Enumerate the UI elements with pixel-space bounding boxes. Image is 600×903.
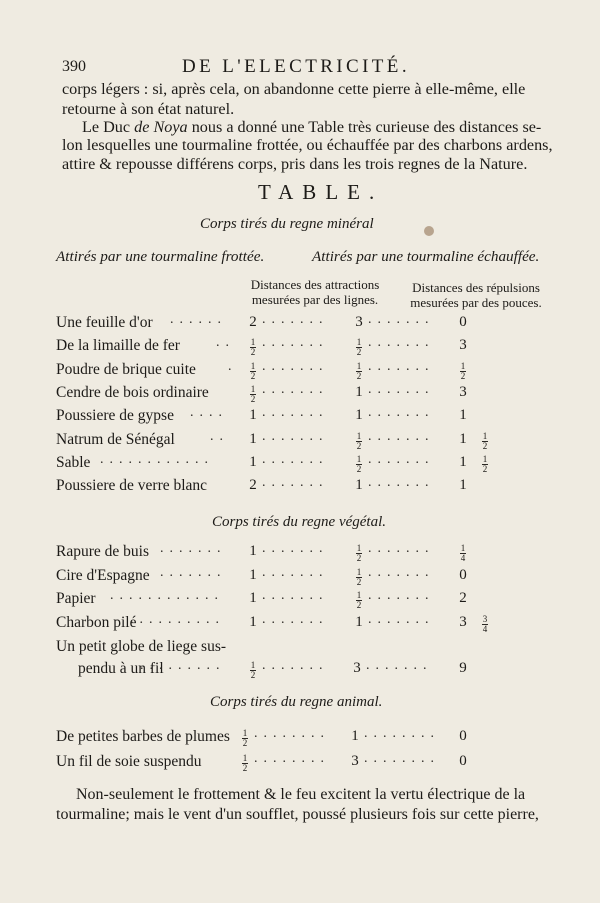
attraction-value: 1 2 <box>242 753 248 773</box>
attraction-value: 1 2 <box>250 337 256 358</box>
leader-dots: ....... <box>262 312 329 327</box>
row-label: Poussiere de verre blanc <box>56 477 208 495</box>
leader-dots: .. <box>210 428 229 444</box>
attraction-value-heated: 1 <box>355 477 363 494</box>
leader-dots: ............ <box>100 451 214 467</box>
ink-stain <box>424 226 434 236</box>
page-number: 390 <box>62 58 86 75</box>
leader-dots: ....... <box>368 358 435 374</box>
leader-dots: ....... <box>368 588 435 603</box>
leader-dots: ....... <box>262 658 329 673</box>
section-heading-animal: Corps tirés du regne animal. <box>210 694 383 710</box>
attraction-value: 1 <box>249 430 257 447</box>
repulsion-value: 3 <box>459 383 467 400</box>
leader-dots: ....... <box>368 541 435 556</box>
table-title: TABLE. <box>258 180 384 204</box>
repulsion-value: 9 <box>459 660 467 676</box>
text-line: tourmaline; mais le vent d'un soufflet, poussé plusieurs fois sur cette pierre, <box>56 806 539 823</box>
repulsion-value: 1 <box>459 430 467 447</box>
leader-dots: ....... <box>368 405 435 421</box>
leader-dots: . <box>228 358 238 374</box>
leader-dots: ....... <box>160 541 227 556</box>
repulsion-fraction: 1 2 <box>482 430 488 451</box>
attraction-value: 1 <box>249 613 257 630</box>
section-heading-vegetal: Corps tirés du regne végétal. <box>212 514 387 530</box>
repulsion-value: 1 <box>459 453 467 470</box>
attraction-value: 2 <box>249 477 257 494</box>
text-line: attire & repousse différens corps, pris dans les trois regnes de la Nature. <box>62 155 528 173</box>
attraction-value-heated: 1 2 <box>356 590 362 610</box>
text-line: Le Duc de Noya nous a donné une Table très curieuse des distances se- <box>82 118 542 136</box>
attraction-value: 1 <box>249 566 257 583</box>
row-label: Natrum de Sénégal <box>56 430 175 448</box>
attraction-value-heated: 1 2 <box>356 566 362 587</box>
leader-dots: ....... <box>262 405 329 421</box>
row-label: De la limaille de fer <box>56 337 180 355</box>
attraction-value: 1 2 <box>242 728 248 748</box>
column-b-heading: Attirés par une tourmaline échauffée. <box>312 248 540 265</box>
text-line: retourne à son état naturel. <box>62 100 235 118</box>
attraction-value-heated: 1 <box>351 728 359 744</box>
row-label: De petites barbes de plumes <box>56 728 230 745</box>
leader-dots: ....... <box>368 312 435 327</box>
attraction-value: 1 <box>249 453 257 470</box>
repulsion-value: 3 <box>459 613 467 630</box>
leader-dots: ....... <box>366 658 433 673</box>
leader-dots: ....... <box>262 611 329 627</box>
attraction-value: 1 <box>249 590 257 606</box>
row-label: Poussiere de gypse <box>56 407 174 425</box>
repulsion-value: 1 4 <box>460 543 466 563</box>
row-label: Une feuille d'or <box>56 314 153 331</box>
leader-dots: ....... <box>262 335 329 351</box>
leader-dots: ........ <box>364 751 440 766</box>
leader-dots: ....... <box>262 541 329 556</box>
leader-dots: ....... <box>262 588 329 603</box>
leader-dots: ............ <box>110 588 224 603</box>
leader-dots: ....... <box>262 475 329 491</box>
text-line: Non-seulement le frottement & le feu excitent la vertu électrique de la <box>76 786 526 803</box>
attraction-value-heated: 1 2 <box>356 543 362 563</box>
attraction-value-heated: 1 <box>355 613 363 630</box>
leader-dots: ...... <box>170 312 227 327</box>
attraction-value: 1 2 <box>250 660 256 680</box>
leader-dots: ....... <box>368 428 435 444</box>
repulsion-fraction: 3 4 <box>482 613 488 634</box>
row-label: Un fil de soie suspendu <box>56 753 202 770</box>
attraction-value-heated: 3 <box>351 753 359 769</box>
attraction-value-heated: 1 2 <box>356 360 362 381</box>
running-title: DE L'ELECTRICITÉ. <box>182 56 410 77</box>
leader-dots: .. <box>216 335 235 351</box>
text-line: lon lesquelles une tourmaline frottée, ou échauffée par des charbons ardens, <box>62 136 553 154</box>
attraction-value-heated: 1 <box>355 383 363 400</box>
attraction-value: 2 <box>249 314 257 330</box>
leader-dots: .......... <box>130 611 225 627</box>
leader-dots: ....... <box>368 475 435 491</box>
row-label: Poudre de brique cuite <box>56 360 196 378</box>
column-a-heading: Attirés par une tourmaline frottée. <box>56 248 265 265</box>
attraction-value-heated: 3 <box>355 314 363 330</box>
repulsion-fraction: 1 2 <box>482 453 488 474</box>
leader-dots: ....... <box>160 564 227 580</box>
row-label: Papier <box>56 590 96 607</box>
repulsion-value: 0 <box>459 566 467 583</box>
leader-dots: ....... <box>368 611 435 627</box>
attraction-header: Distances des attractions mesurées par des lignes. <box>250 277 380 307</box>
repulsion-value: 0 <box>459 728 467 744</box>
row-label: Charbon pilé <box>56 613 137 631</box>
attraction-value-heated: 3 <box>353 660 361 676</box>
leader-dots: ....... <box>262 451 329 467</box>
repulsion-value: 3 <box>459 337 467 354</box>
attraction-value: 1 2 <box>250 383 256 404</box>
repulsion-header: Distances des répulsions mesurées par des pouces. <box>410 280 542 310</box>
section-heading-mineral: Corps tirés du regne minéral <box>200 216 374 232</box>
leader-dots: ........ <box>254 751 330 766</box>
leader-dots: ....... <box>368 381 435 397</box>
row-label: Sable <box>56 453 91 471</box>
attraction-value-heated: 1 <box>355 407 363 424</box>
attraction-value-heated: 1 2 <box>356 337 362 358</box>
text-line: corps légers : si, après cela, on abandonne cette pierre à elle-même, elle <box>62 80 526 98</box>
attraction-value-heated: 1 2 <box>356 430 362 451</box>
row-label: Cire d'Espagne <box>56 566 150 584</box>
leader-dots: ....... <box>262 358 329 374</box>
leader-dots: ....... <box>262 428 329 444</box>
attraction-value: 1 2 <box>250 360 256 381</box>
leader-dots: ......... <box>140 658 226 673</box>
leader-dots: .... <box>190 405 228 421</box>
leader-dots: ....... <box>262 564 329 580</box>
row-label: pendu à un fil <box>78 660 164 677</box>
row-label: Rapure de buis <box>56 543 149 560</box>
leader-dots: ........ <box>254 726 330 741</box>
leader-dots: ....... <box>368 335 435 351</box>
attraction-value: 1 <box>249 407 257 424</box>
leader-dots: ....... <box>368 564 435 580</box>
repulsion-value: 0 <box>459 753 467 769</box>
leader-dots: ....... <box>262 381 329 397</box>
leader-dots: ........ <box>364 726 440 741</box>
attraction-value-heated: 1 2 <box>356 453 362 474</box>
repulsion-value: 2 <box>459 590 467 606</box>
repulsion-value: 1 <box>459 477 467 494</box>
leader-dots: ....... <box>368 451 435 467</box>
row-label: Cendre de bois ordinaire <box>56 383 209 401</box>
repulsion-value: 0 <box>459 314 467 330</box>
row-label: Un petit globe de liege sus- <box>56 638 227 655</box>
repulsion-value: 1 <box>459 407 467 424</box>
repulsion-value: 1 2 <box>460 360 466 381</box>
attraction-value: 1 <box>249 543 257 559</box>
